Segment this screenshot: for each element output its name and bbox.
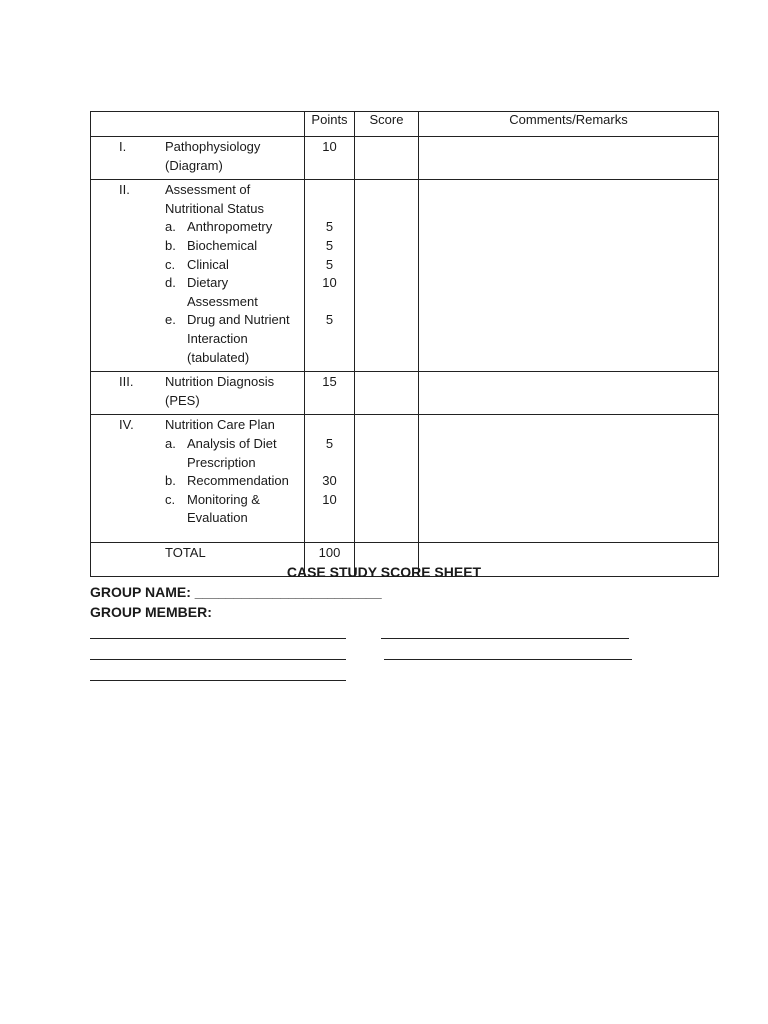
item-body bbox=[165, 181, 300, 367]
sub-item bbox=[165, 256, 300, 275]
points-value: 5 bbox=[325, 256, 334, 272]
sub-item-letter: b. bbox=[165, 473, 176, 489]
points-value: 5 bbox=[325, 219, 334, 235]
points-value: 10 bbox=[322, 139, 337, 154]
item-number: IV. bbox=[119, 417, 134, 433]
points-cell bbox=[305, 180, 355, 372]
item-text: Nutrition Diagnosis bbox=[165, 374, 275, 390]
points-value: 30 bbox=[322, 473, 337, 489]
points-value: 10 bbox=[322, 275, 337, 291]
group-name-label: GROUP NAME: ________________________ bbox=[90, 584, 382, 600]
sub-item-text: Prescription bbox=[187, 454, 256, 470]
criteria-cell bbox=[91, 415, 305, 543]
points-cell bbox=[305, 415, 355, 543]
sub-item bbox=[165, 274, 300, 311]
group-member-label: GROUP MEMBER: bbox=[90, 604, 212, 620]
total-label: TOTAL bbox=[91, 543, 305, 577]
table-row bbox=[91, 137, 719, 180]
sub-item-letter: b. bbox=[165, 237, 176, 253]
sub-item-letter: a. bbox=[165, 219, 176, 235]
sub-item-text: Interaction bbox=[187, 330, 248, 346]
comments-cell[interactable] bbox=[419, 137, 719, 180]
sub-item-letter: e. bbox=[165, 312, 176, 328]
sub-item-text: Biochemical bbox=[187, 237, 258, 253]
table-row bbox=[91, 180, 719, 372]
sub-item-text: Dietary bbox=[187, 275, 229, 291]
points-cell bbox=[305, 137, 355, 180]
sub-item-text: (tabulated) bbox=[187, 349, 250, 365]
sub-item-letter: c. bbox=[165, 491, 176, 507]
sub-item bbox=[165, 311, 300, 367]
item-text: Assessment of bbox=[165, 182, 251, 198]
points-value bbox=[305, 293, 354, 312]
item-number: II. bbox=[119, 182, 130, 198]
sub-item bbox=[165, 472, 300, 491]
criteria-cell bbox=[91, 372, 305, 415]
sub-item-letter: c. bbox=[165, 256, 176, 272]
item-number: I. bbox=[119, 139, 127, 154]
sub-item-text: Monitoring & bbox=[187, 491, 260, 507]
item-text: Nutritional Status bbox=[165, 200, 264, 216]
table-row bbox=[91, 415, 719, 543]
points-value: 5 bbox=[325, 237, 334, 253]
item-text: (Diagram) bbox=[165, 157, 223, 173]
sub-item-letter: a. bbox=[165, 435, 176, 451]
score-table bbox=[90, 111, 719, 577]
points-cell bbox=[305, 372, 355, 415]
points-value: 5 bbox=[325, 435, 334, 451]
sub-item-text: Analysis of Diet bbox=[187, 435, 277, 451]
points-value: 15 bbox=[322, 374, 337, 390]
comments-cell[interactable] bbox=[419, 180, 719, 372]
sub-item-text: Recommendation bbox=[187, 473, 289, 489]
points-value bbox=[305, 181, 354, 200]
sub-item-letter: d. bbox=[165, 275, 176, 291]
member-line-3[interactable] bbox=[90, 659, 346, 660]
sub-item bbox=[165, 435, 300, 472]
item-text: Nutrition Care Plan bbox=[165, 417, 275, 433]
score-cell[interactable] bbox=[355, 180, 419, 372]
header-score: Score bbox=[355, 112, 419, 137]
member-line-5[interactable] bbox=[90, 680, 346, 681]
criteria-cell bbox=[91, 180, 305, 372]
sub-item-text: Anthropometry bbox=[187, 219, 273, 235]
comments-cell[interactable] bbox=[419, 372, 719, 415]
sub-item bbox=[165, 218, 300, 237]
sheet-title: CASE STUDY SCORE SHEET bbox=[286, 564, 482, 580]
header-criteria bbox=[91, 112, 305, 137]
header-points: Points bbox=[305, 112, 355, 137]
item-text: Pathophysiology bbox=[165, 139, 261, 154]
points-value bbox=[305, 416, 354, 435]
member-line-4[interactable] bbox=[384, 659, 632, 660]
member-line-1[interactable] bbox=[90, 638, 346, 639]
sub-item-text: Clinical bbox=[187, 256, 229, 272]
sub-item-text: Drug and Nutrient bbox=[187, 312, 290, 328]
item-body bbox=[165, 373, 300, 410]
points-value bbox=[305, 454, 354, 473]
sub-item-text: Evaluation bbox=[187, 510, 248, 526]
points-value bbox=[305, 200, 354, 219]
item-number: III. bbox=[119, 374, 134, 390]
item-text: (PES) bbox=[165, 392, 200, 408]
score-cell[interactable] bbox=[355, 415, 419, 543]
points-value: 10 bbox=[322, 491, 337, 507]
member-line-2[interactable] bbox=[381, 638, 629, 639]
table-header-row bbox=[91, 112, 719, 137]
sub-item bbox=[165, 237, 300, 256]
item-body bbox=[165, 138, 300, 175]
header-comments: Comments/Remarks bbox=[419, 112, 719, 137]
score-cell[interactable] bbox=[355, 372, 419, 415]
comments-cell[interactable] bbox=[419, 415, 719, 543]
points-value: 5 bbox=[325, 312, 334, 328]
sub-item-text: Assessment bbox=[187, 293, 258, 309]
criteria-cell bbox=[91, 137, 305, 180]
total-points: 100 bbox=[305, 543, 355, 577]
score-cell[interactable] bbox=[355, 137, 419, 180]
sub-item bbox=[165, 491, 300, 528]
item-body bbox=[165, 416, 300, 528]
table-row bbox=[91, 372, 719, 415]
